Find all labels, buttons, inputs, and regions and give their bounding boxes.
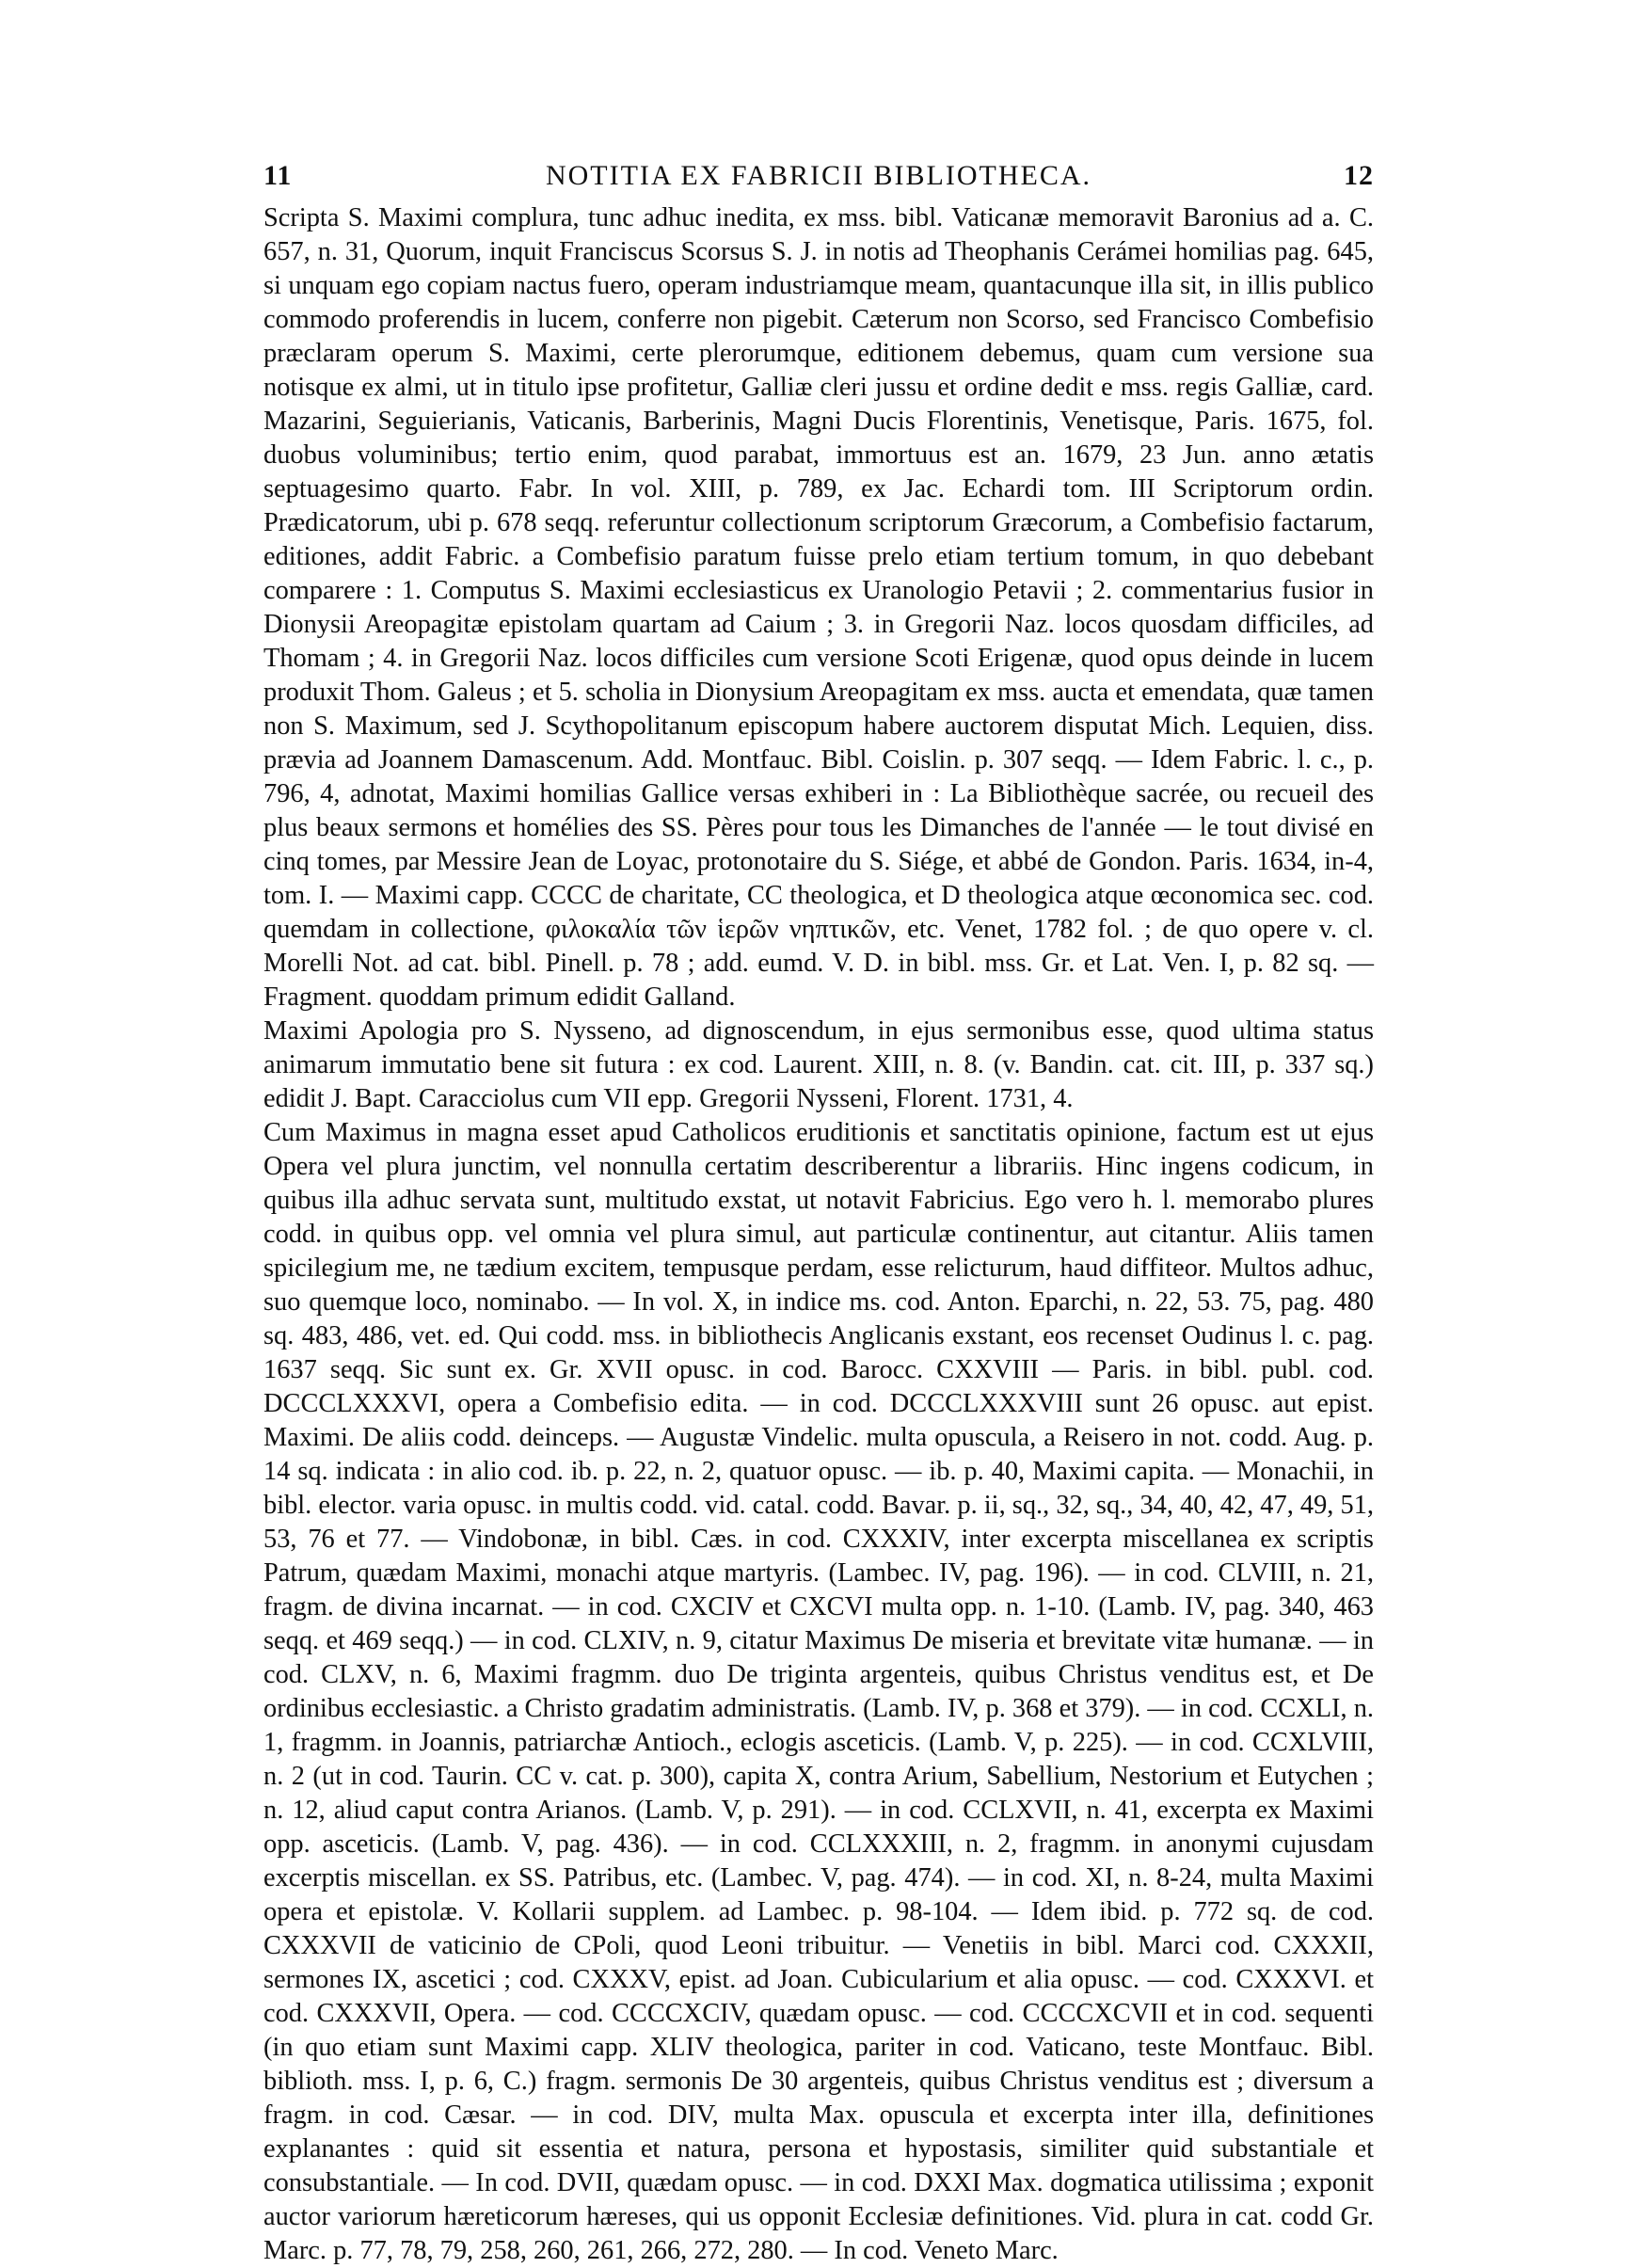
paragraph-1: Scripta S. Maximi complura, tunc adhuc inedita, ex mss. bibl. Vaticanæ memoravit Baronius ad a. C. 657, n. 31, Quorum, inquit Franciscus Scorsus S. J. in notis ad Theophanis Cerámei homilias pag. 645, si unquam ego copiam nactus fuero, operam industriamque meam, quantacunque illa sit, in illis publico commodo proferendis in lucem, conferre non pigebit. Cæterum non Scorso, sed Francisco Combefisio præclaram operum S. Maximi, certe plerorumque, editionem debemus, quam cum versione sua notisque ex almi, ut in titulo ipse profitetur, Galliæ cleri jussu et ordine dedit e mss. regis Galliæ, card. Mazarini, Seguierianis, Vaticanis, Barberinis, Magni Ducis Florentinis, Venetisque, Paris. 1675, fol. duobus voluminibus; tertio enim, quod parabat, immortuus est an. 1679, 23 Jun. anno ætatis septuagesimo quarto. Fabr. In vol. XIII, p. 789, ex Jac. Echardi tom. III Scriptorum ordin. Prædicatorum, ubi p. 678 seqq. referuntur collectionum scriptorum Græcorum, a Combefisio factarum, editiones, addit Fabric. a Combefisio paratum fuisse prelo etiam tertium tomum, in quo debebant comparere : 1. Computus S. Maximi ecclesiasticus ex Uranologio Petavii ; 2. commentarius fusior in Dionysii Areopagitæ epistolam quartam ad Caium ; 3. in Gregorii Naz. locos quosdam difficiles, ad Thomam ; 4. in Gregorii Naz. locos difficiles cum versione Scoti Erigenæ, quod opus deinde in lucem produxit Thom. Galeus ; et 5. scholia in Dionysium Areopagitam ex mss. aucta et emendata, quæ tamen non S. Maximum, sed J. Scythopolitanum episcopum habere auctorem disputat Mich. Lequien, diss. prævia ad Joannem Damascenum. Add. Montfauc. Bibl. Coislin. p. 307 seqq. — Idem Fabric. l. c., p. 796, 4, adnotat, Maximi homilias Gallice versas exhiberi in : La Bibliothèque sacrée, ou recueil des plus beaux sermons et homélies des SS. Pères pour tous les Dimanches de l'année — le tout divisé en cinq tomes, par Messire Jean de Loyac, protonotaire du S. Siége, et abbé de Gondon. Paris. 1634, in-4, tom. I. — Maximi capp. CCCC de charitate, CC theologica, et D theologica atque œconomica sec. cod. quemdam in collectione, φιλοκαλία τῶν ἱερῶν νηπτικῶν, etc. Venet, 1782 fol. ; de quo opere v. cl. Morelli Not. ad cat. bibl. Pinell. p. 78 ; add. eumd. V. D. in bibl. mss. Gr. et Lat. Ven. I, p. 82 sq. — Fragment. quoddam primum edidit Galland.: [263, 203, 1374, 1012]
document-page: [263, 160, 1374, 2268]
paragraph-2: Maximi Apologia pro S. Nysseno, ad dignoscendum, in ejus sermonibus esse, quod ultima status animarum immutatio bene sit futura : ex cod. Laurent. XIII, n. 8. (v. Bandin. cat. cit. III, p. 337 sq.) edidit J. Bapt. Caracciolus cum VII epp. Gregorii Nysseni, Florent. 1731, 4.: [263, 1016, 1374, 1113]
running-title: NOTITIA EX FABRICII BIBLIOTHECA.: [545, 160, 1092, 191]
page-number-right: 12: [1344, 160, 1374, 191]
running-header: [263, 160, 1374, 201]
body-text: [263, 201, 1374, 2268]
paragraph-3: Cum Maximus in magna esset apud Catholicos eruditionis et sanctitatis opinione, factum est ut ejus Opera vel plura junctim, vel nonnulla certatim describerentur a librariis. Hinc ingens codicum, in quibus illa adhuc servata sunt, multitudo exstat, ut notavit Fabricius. Ego vero h. l. memorabo plures codd. in quibus opp. vel omnia vel plura simul, aut particulæ continentur, aut citantur. Aliis tamen spicilegium me, ne tædium excitem, tempusque perdam, esse relicturum, haud diffiteor. Multos adhuc, suo quemque loco, nominabo. — In vol. X, in indice ms. cod. Anton. Eparchi, n. 22, 53. 75, pag. 480 sq. 483, 486, vet. ed. Qui codd. mss. in bibliothecis Anglicanis exstant, eos recenset Oudinus l. c. pag. 1637 seqq. Sic sunt ex. Gr. XVII opusc. in cod. Barocc. CXXVIII — Paris. in bibl. publ. cod. DCCCLXXXVI, opera a Combefisio edita. — in cod. DCCCLXXXVIII sunt 26 opusc. aut epist. Maximi. De aliis codd. deinceps. — Augustæ Vindelic. multa opuscula, a Reisero in not. codd. Aug. p. 14 sq. indicata : in alio cod. ib. p. 22, n. 2, quatuor opusc. — ib. p. 40, Maximi capita. — Monachii, in bibl. elector. varia opusc. in multis codd. vid. catal. codd. Bavar. p. ii, sq., 32, sq., 34, 40, 42, 47, 49, 51, 53, 76 et 77. — Vindobonæ, in bibl. Cæs. in cod. CXXXIV, inter excerpta miscellanea ex scriptis Patrum, quædam Maximi, monachi atque martyris. (Lambec. IV, pag. 196). — in cod. CLVIII, n. 21, fragm. de divina incarnat. — in cod. CXCIV et CXCVI multa opp. n. 1-10. (Lamb. IV, pag. 340, 463 seqq. et 469 seqq.) — in cod. CLXIV, n. 9, citatur Maximus De miseria et brevitate vitæ humanæ. — in cod. CLXV, n. 6, Maximi fragmm. duo De triginta argenteis, quibus Christus venditus est, et De ordinibus ecclesiastic. a Christo gradatim administratis. (Lamb. IV, p. 368 et 379). — in cod. CCXLI, n. 1, fragmm. in Joannis, patriarchæ Antioch., eclogis asceticis. (Lamb. V, p. 225). — in cod. CCXLVIII, n. 2 (ut in cod. Taurin. CC v. cat. p. 300), capita X, contra Arium, Sabellium, Nestorium et Eutychen ; n. 12, aliud caput contra Arianos. (Lamb. V, p. 291). — in cod. CCLXVII, n. 41, excerpta ex Maximi opp. asceticis. (Lamb. V, pag. 436). — in cod. CCLXXXIII, n. 2, fragmm. in anonymi cujusdam excerptis miscellan. ex SS. Patribus, etc. (Lambec. V, pag. 474). — in cod. XI, n. 8-24, multa Maximi opera et epistolæ. V. Kollarii supplem. ad Lambec. p. 98-104. — Idem ibid. p. 772 sq. de cod. CXXXVII de vaticinio de CPoli, quod Leoni tribuitur. — Venetiis in bibl. Marci cod. CXXXII, sermones IX, ascetici ; cod. CXXXV, epist. ad Joan. Cubicularium et alia opusc. — cod. CXXXVI. et cod. CXXXVII, Opera. — cod. CCCCXCIV, quædam opusc. — cod. CCCCXCVII et in cod. sequenti (in quo etiam sunt Maximi capp. XLIV theologica, pariter in cod. Vaticano, teste Montfauc. Bibl. biblioth. mss. I, p. 6, C.) fragm. sermonis De 30 argenteis, quibus Christus venditus est ; diversum a fragm. in cod. Cæsar. — in cod. DIV, multa Max. opuscula et excerpta inter illa, definitiones explanantes : quid sit essentia et natura, persona et hypostasis, similiter quid substantiale et consubstantiale. — In cod. DVII, quædam opusc. — in cod. DXXI Max. dogmatica utilissima ; exponit auctor variorum hæreticorum hæreses, qui us opponit Ecclesiæ definitiones. Vid. plura in cat. codd Gr. Marc. p. 77, 78, 79, 258, 260, 261, 266, 272, 280. — In cod. Veneto Marc.: [263, 1118, 1374, 2265]
page-number-left: 11: [263, 160, 293, 191]
